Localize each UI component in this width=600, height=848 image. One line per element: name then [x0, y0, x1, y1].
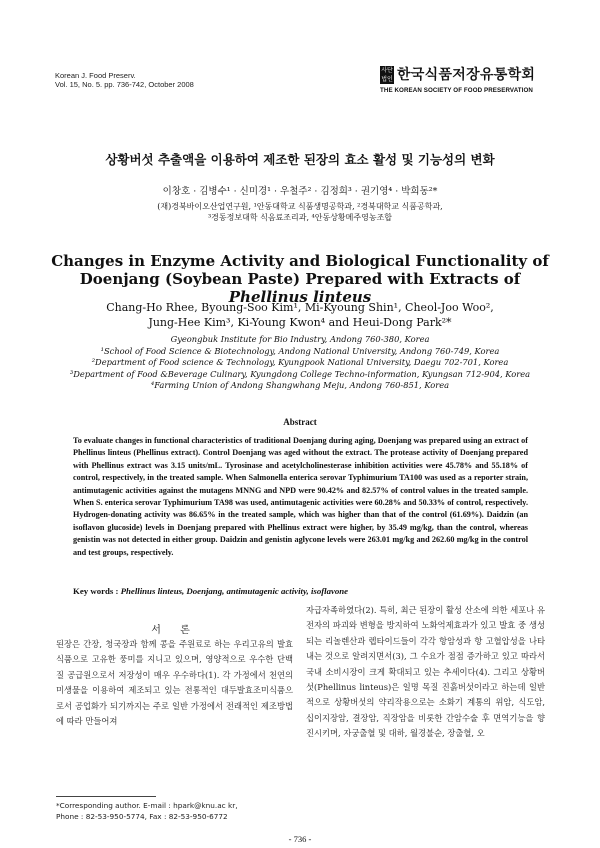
korean-affiliation-1: (재)경북바이오산업연구원, ¹안동대학교 식품생명공학과, ²경북대학교 식품공학과, [157, 202, 443, 211]
english-authors-line1: Chang-Ho Rhee, Byoung-Soo Kim¹, Mi-Kyoung Shin¹, Cheol-Joo Woo², [106, 301, 494, 314]
footnote [56, 800, 296, 822]
section-heading: 서 론 [151, 625, 198, 636]
english-affiliation: ²Department of Food science & Technology, Kyungpook National University, Daegu 702-701, Korea [91, 357, 509, 368]
english-authors-line2: Jung-Hee Kim³, Ki-Young Kwon⁴ and Heui-Dong Park²* [148, 316, 452, 329]
society-logo [380, 66, 550, 94]
english-title-species: Phellinus linteus [228, 288, 372, 306]
society-english-name: THE KOREAN SOCIETY OF FOOD PRESERVATION [380, 87, 533, 94]
korean-title: 상황버섯 추출액을 이용하여 제조한 된장의 효소 활성 및 기능성의 변화 [105, 152, 495, 167]
english-authors [40, 300, 560, 330]
korean-authors: 이창호 · 김병수¹ · 신미경¹ · 우철주² · 김정희³ · 권기영⁴ · 박희동²* [162, 186, 438, 197]
footnote-divider [56, 796, 156, 797]
abstract-heading: Abstract [283, 417, 317, 427]
journal-citation [55, 71, 194, 89]
body-left-column: 된장은 간장, 청국장과 함께 콩을 주원료로 하는 우리고유의 발효식품으로 고유한 풍미를 지니고 있으며, 영양적으로 우수한 단백질 공급원으로서 저장성이 매우 우수하다(1). 각 가정에서 천연의 미생물을 이용하여 제조되고 있는 전통적인 대두발효조미식품으로서 공업화가 되기까지는 주로 일반 가정에서 전래적인 제조방법에 따라 만들어져 [56, 639, 293, 727]
korean-authors-block [40, 183, 560, 223]
english-affiliation: ¹School of Food Science & Biotechnology, Andong National University, Andong 760-749, Korea [100, 345, 500, 356]
keywords-text: Phellinus linteus, Doenjang, antimutagenic activity, isoflavone [120, 586, 349, 596]
society-mark-icon: 사단 법인 [381, 67, 393, 83]
keywords [73, 586, 528, 596]
journal-name: Korean J. Food Preserv. [55, 71, 136, 80]
journal-volume: Vol. 15, No. 5. pp. 736-742, October 2008 [55, 80, 194, 89]
english-affiliation: Gyeongbuk Institute for Bio Industry, Andong 760-380, Korea [170, 334, 430, 344]
english-affiliation: ⁴Farming Union of Andong Shangwhang Meju, Andong 760-851, Korea [150, 380, 450, 391]
english-title [40, 252, 560, 306]
footnote-phone: Phone : 82-53-950-5774, Fax : 82-53-950-6772 [56, 812, 228, 821]
abstract-text: To evaluate changes in functional characteristics of traditional Doenjang during aging, Doenjang was prepared using an extract of Phellinus linteus (Phellinus extract). Control Doenjang was aged without the extract. The protease activity of Doenjang prepared with Phellinus extract was 3.15 units/mL. Tyrosinase and acetylcholinesterase inhibition activities were 45.78% and 55.18% of control, respectively, in the treated sample. When Salmonella enterica serovar Typhimurium TA100 was used as a reporter strain, antimutagenic activities against the mutagens MNNG and NPD were 90.42% and 82.57% of control values in the treated sample. When S. enterica serovar Typhimurium TA98 was used, antimutagenic activities were 60.28% and 50.33% of control, respectively. Hydrogen-donating activity was 86.65% in the treated sample, which was higher than that of the control (61.69%). Daidzin (an isoflavon glucoside) levels in Doenjang prepared with Phellinus extract were higher, by 35.49 mg/kg, than the control, whereas genistin was not detected in either group. Daidzin and genistin aglycone levels were 263.01 mg/kg and 262.60 mg/kg in the control and test groups, respectively. [73, 436, 528, 557]
english-title-line1: Changes in Enzyme Activity and Biological Functionality of [51, 252, 549, 270]
footnote-email: *Corresponding author. E-mail : hpark@knu.ac kr, [56, 801, 238, 810]
korean-affiliation-2: ³경동정보대학 식음료조리과, ⁴안동상황메주영농조합 [207, 213, 393, 222]
keywords-label: Key words : [73, 586, 119, 596]
english-affiliation: ³Department of Food &Beverage Culinary, Kyungdong College Techno-information, Kyungsan 712-904, Korea [69, 368, 531, 379]
english-title-line2-text: Doenjang (Soybean Paste) Prepared with Extracts of [79, 270, 521, 288]
page-number: - 736 - [288, 834, 312, 844]
society-korean-name: 한국식품저장유통학회 [397, 67, 536, 83]
english-affiliations [40, 334, 560, 392]
body-right-column: 자급자족하였다(2). 특히, 최근 된장이 활성 산소에 의한 세포나 유전자의 파괴와 변형을 방지하여 노화억제효과가 있고 발효 중 생성되는 리놀렌산과 렙타이드들이 각각 항암성과 항 고혈압성을 나타내는 것으로 알려지면서(3), 그 수요가 점점 증가하고 있고 따라서 국내 소비시장이 크게 확대되고 있는 추세이다(4). 그리고 상황버섯(Phellinus linteus)은 일명 목질 진흙버섯이라고 하는데 일반적으로 상황버섯의 약리작용으로는 소화기 계통의 위암, 식도암, 십이지장암, 결장암, 직장암을 비롯한 간암수술 후 면역기능을 향진시키며, 자궁출혈 및 대하, 월경불순, 장출혈, 오 [306, 605, 545, 739]
